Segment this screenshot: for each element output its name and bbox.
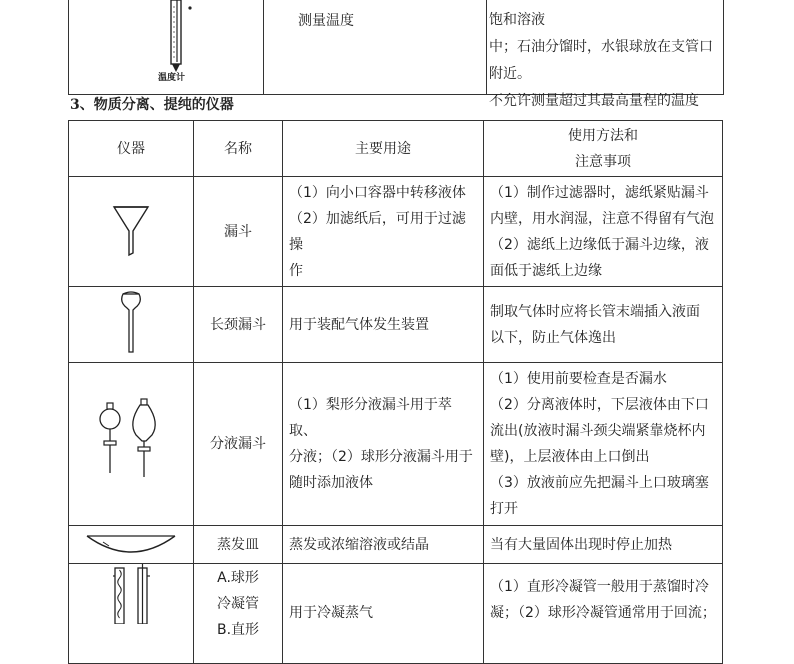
thermometer-notes bbox=[487, 0, 723, 109]
thermometer-name: 测量温度 bbox=[264, 0, 487, 94]
condenser-cell bbox=[69, 564, 194, 664]
section-title: 3、物质分离、提纯的仪器 bbox=[70, 97, 234, 113]
condenser-icon bbox=[101, 564, 161, 624]
funnel-icon bbox=[106, 195, 156, 265]
name-separatory-funnel: 分液漏斗 bbox=[194, 363, 283, 526]
note-line: 饱和溶液 bbox=[489, 12, 545, 28]
notes-separatory-funnel: （1）使用前要检查是否漏水 （2）分离液体时，下层液体由下口 流出(放液时漏斗颈尖端紧靠烧杯内 壁)，上层液体由上口倒出 （3）放液前应先把漏斗上口玻璃塞 打开 bbox=[484, 363, 723, 526]
thermometer-label: 温度计 bbox=[158, 73, 186, 83]
header-usage: 主要用途 bbox=[283, 121, 484, 177]
usage-condenser: 用于冷凝蒸气 bbox=[283, 564, 484, 664]
table-row bbox=[69, 564, 723, 664]
table-row bbox=[69, 363, 723, 526]
name-evaporating-dish: 蒸发皿 bbox=[194, 526, 283, 564]
thermometer-cell bbox=[69, 0, 264, 94]
notes-long-neck-funnel: 制取气体时应将长管末端插入液面 以下，防止气体逸出 bbox=[484, 287, 723, 363]
name-condenser: A.球形 冷凝管 B.直形 bbox=[194, 564, 283, 664]
name-long-neck-funnel: 长颈漏斗 bbox=[194, 287, 283, 363]
notes-condenser: （1）直形冷凝管一般用于蒸馏时冷 凝；（2）球形冷凝管通常用于回流； bbox=[484, 564, 723, 664]
header-instrument: 仪器 bbox=[69, 121, 194, 177]
notes-evaporating-dish: 当有大量固体出现时停止加热 bbox=[484, 526, 723, 564]
name-funnel: 漏斗 bbox=[194, 177, 283, 287]
funnel-cell bbox=[69, 177, 194, 287]
evaporating-dish-cell bbox=[69, 526, 194, 564]
separatory-funnel-icon bbox=[86, 397, 176, 487]
table-header-row bbox=[69, 121, 723, 177]
note-line: 中；石油分馏时，水银球放在支管口附近。 bbox=[489, 39, 713, 82]
table-row bbox=[69, 526, 723, 564]
usage-separatory-funnel: （1）梨形分液漏斗用于萃取、 分液；（2）球形分液漏斗用于 随时添加液体 bbox=[283, 363, 484, 526]
usage-funnel: （1）向小口容器中转移液体 （2）加滤纸后，可用于过滤操 作 bbox=[283, 177, 484, 287]
header-name: 名称 bbox=[194, 121, 283, 177]
notes-funnel: （1）制作过滤器时，滤纸紧贴漏斗 内壁，用水润湿，注意不得留有气泡 （2）滤纸上边缘低于漏斗边缘，液 面低于滤纸上边缘 bbox=[484, 177, 723, 287]
usage-evaporating-dish: 蒸发或浓缩溶液或结晶 bbox=[283, 526, 484, 564]
table-row bbox=[69, 287, 723, 363]
header-method: 使用方法和 注意事项 bbox=[484, 121, 723, 177]
note-line: 不允许测量超过其最高量程的温度 bbox=[489, 93, 699, 109]
usage-long-neck-funnel: 用于装配气体发生装置 bbox=[283, 287, 484, 363]
evaporating-dish-icon bbox=[81, 528, 181, 558]
long-neck-funnel-icon bbox=[111, 288, 151, 358]
separation-instruments-table bbox=[68, 120, 723, 664]
separatory-funnel-cell bbox=[69, 363, 194, 526]
long-neck-funnel-cell bbox=[69, 287, 194, 363]
table-row bbox=[69, 177, 723, 287]
